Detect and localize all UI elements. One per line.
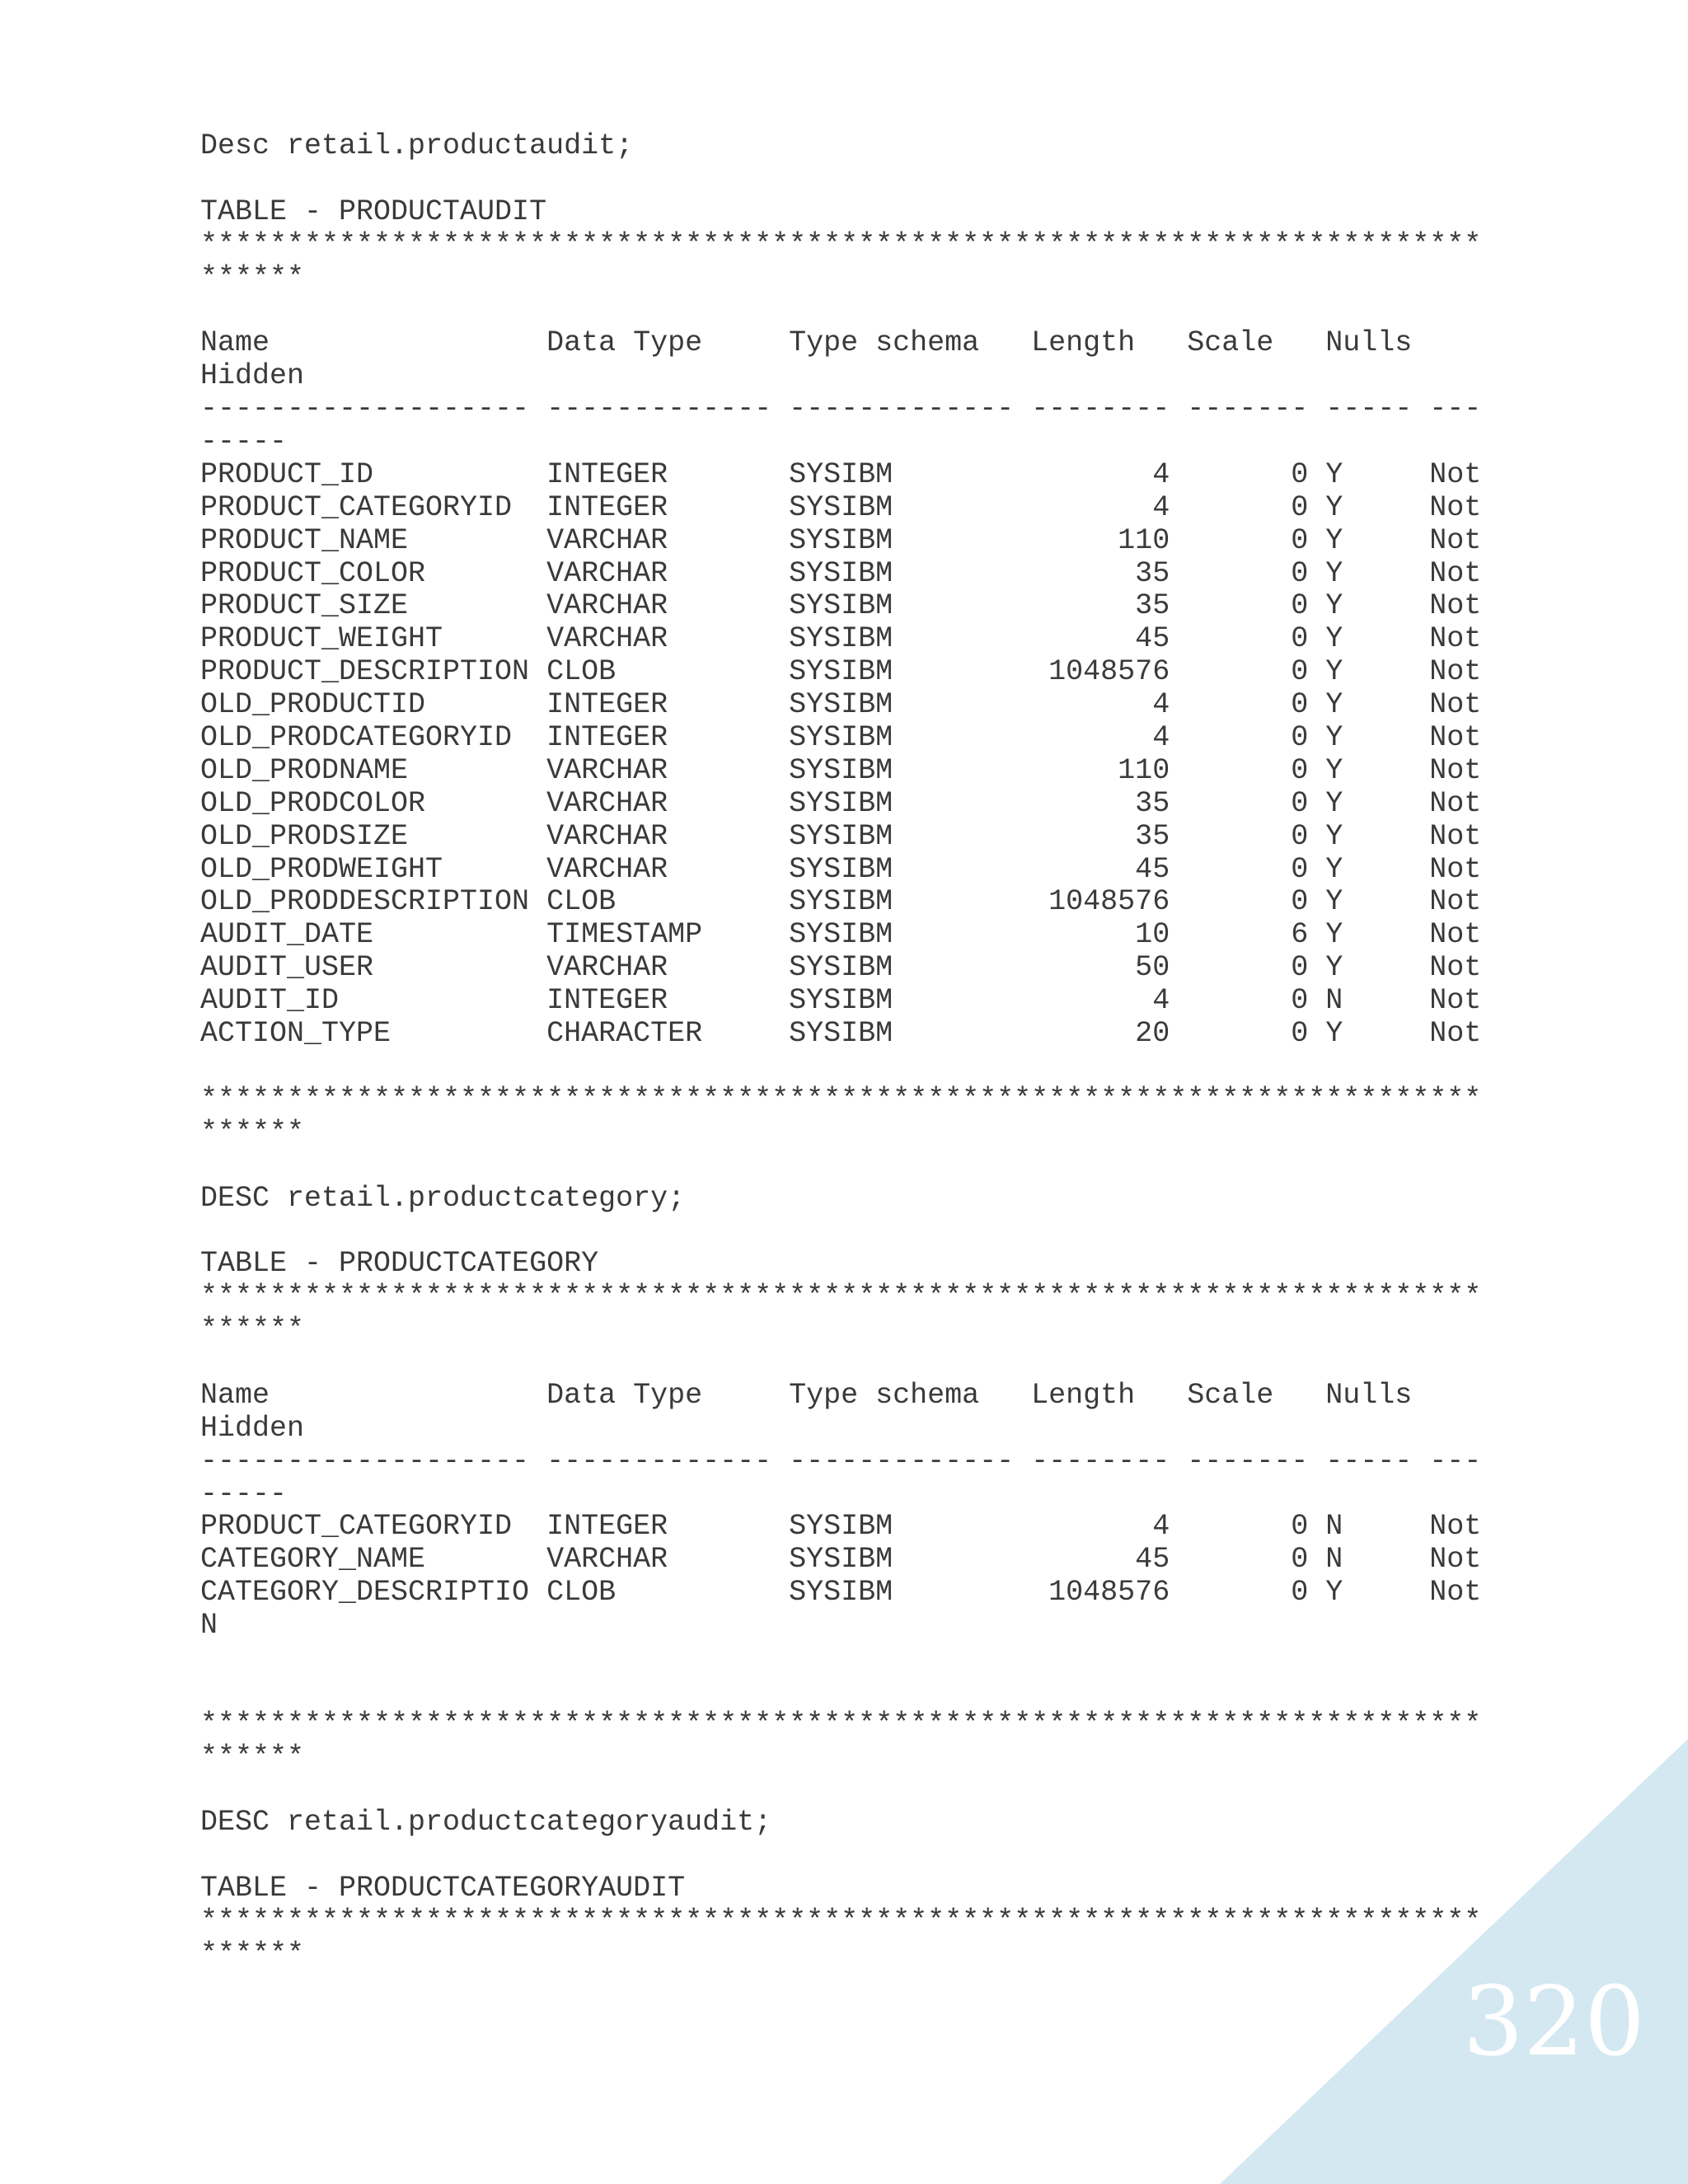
document-line: AUDIT_USER VARCHAR SYSIBM 50 0 Y Not [200,951,1482,985]
document-line: Name Data Type Type schema Length Scale Nulls [200,326,1413,360]
command-output [200,130,1585,1971]
document-line [200,1215,1585,1248]
document-line: ----- [200,1477,288,1511]
document-line [200,1643,1585,1675]
document-line: Hidden [200,1411,305,1445]
document-line: ****** [200,1313,305,1347]
document-line: ****** [200,1115,305,1149]
document-line: PRODUCT_NAME VARCHAR SYSIBM 110 0 Y Not [200,523,1482,557]
document-line: ************************************************************************** [200,1082,1482,1116]
document-line: PRODUCT_ID INTEGER SYSIBM 4 0 Y Not [200,457,1482,491]
document-line: ****** [200,1740,305,1774]
document-line: OLD_PRODSIZE VARCHAR SYSIBM 35 0 Y Not [200,819,1482,853]
document-line: ----- [200,425,288,459]
document-line [200,1347,1585,1380]
document-line: PRODUCT_WEIGHT VARCHAR SYSIBM 45 0 Y Not [200,622,1482,656]
document-line: ************************************************************************** [200,227,1482,261]
document-line: DESC retail.productcategory; [200,1181,686,1215]
document-line: ------------------- ------------- ------------- -------- ------- ----- --- [200,392,1482,426]
document-line: OLD_PRODDESCRIPTION CLOB SYSIBM 1048576 0 Y Not [200,885,1482,919]
document-line: ACTION_TYPE CHARACTER SYSIBM 20 0 Y Not [200,1017,1482,1051]
document-line [200,163,1585,196]
document-line: PRODUCT_CATEGORYID INTEGER SYSIBM 4 0 Y Not [200,490,1482,524]
document-line: AUDIT_ID INTEGER SYSIBM 4 0 N Not [200,984,1482,1018]
document-line: OLD_PRODCOLOR VARCHAR SYSIBM 35 0 Y Not [200,786,1482,820]
document-line: ************************************************************************** [200,1280,1482,1314]
document-line: OLD_PRODNAME VARCHAR SYSIBM 110 0 Y Not [200,753,1482,787]
document-line: OLD_PRODWEIGHT VARCHAR SYSIBM 45 0 Y Not [200,852,1482,886]
document-line: DESC retail.productcategoryaudit; [200,1806,772,1840]
document-line: OLD_PRODUCTID INTEGER SYSIBM 4 0 Y Not [200,688,1482,722]
document-line: ************************************************************************** [200,1905,1482,1938]
page-number: 320 [1462,1966,1645,2078]
document-line: ------------------- ------------- ------------- -------- ------- ----- --- [200,1444,1482,1478]
document-line: PRODUCT_SIZE VARCHAR SYSIBM 35 0 Y Not [200,589,1482,623]
document-line: PRODUCT_CATEGORYID INTEGER SYSIBM 4 0 N Not [200,1510,1482,1544]
document-line: PRODUCT_COLOR VARCHAR SYSIBM 35 0 Y Not [200,556,1482,590]
document-line: ************************************************************************** [200,1707,1482,1741]
document-line [200,1150,1585,1183]
document-line [200,1840,1585,1872]
document-line: TABLE - PRODUCTCATEGORY [200,1247,599,1281]
document-line: CATEGORY_NAME VARCHAR SYSIBM 45 0 N Not [200,1543,1482,1577]
document-line: TABLE - PRODUCTCATEGORYAUDIT [200,1872,686,1905]
document-line [200,1675,1585,1708]
document-line [200,294,1585,327]
document-line: TABLE - PRODUCTAUDIT [200,194,547,228]
document-line [200,1051,1585,1084]
document-line: OLD_PRODCATEGORYID INTEGER SYSIBM 4 0 Y Not [200,721,1482,755]
document-line: CATEGORY_DESCRIPTIO CLOB SYSIBM 1048576 0 Y Not [200,1576,1482,1610]
document-line: AUDIT_DATE TIMESTAMP SYSIBM 10 6 Y Not [200,918,1482,952]
document-line [200,1774,1585,1807]
document-line: Name Data Type Type schema Length Scale Nulls [200,1378,1413,1412]
document-line: Desc retail.productaudit; [200,129,634,162]
document-line: ****** [200,260,305,294]
document-line: N [200,1609,218,1643]
document-line: ****** [200,1937,305,1971]
document-line: PRODUCT_DESCRIPTION CLOB SYSIBM 1048576 0 Y Not [200,655,1482,689]
document-line: Hidden [200,359,305,393]
